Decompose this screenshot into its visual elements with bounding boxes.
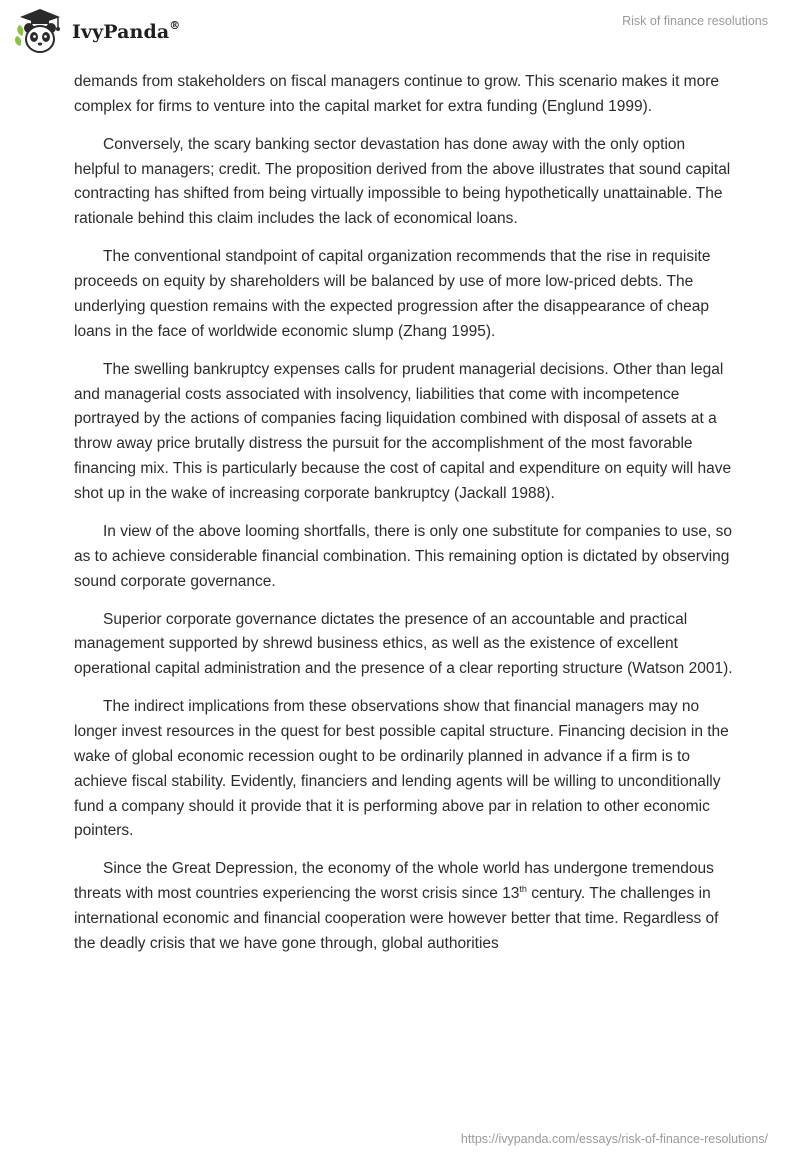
paragraph: Conversely, the scary banking sector devastation has done away with the only option helpful to managers; credit. The proposition derived from the above illustrates that sound capital contracting has shifted from being virtually impossible to being hypothetically unattainable. The rationale behind this claim includes the lack of economical loans.	[74, 135, 731, 228]
paragraph: demands from stakeholders on fiscal managers continue to grow. This scenario makes it more complex for firms to venture into the capital market for extra funding (Englund 1999).	[74, 73, 719, 115]
brand-name: IvyPanda®	[72, 19, 181, 43]
paragraph: Superior corporate governance dictates the presence of an accountable and practical management supported by shrewd business ethics, as well as the existence of excellent operational capital administration and the presence of a clear reporting structure (Watson 2001).	[74, 610, 733, 678]
ivypanda-logo[interactable]	[14, 6, 204, 56]
panda-graduate-icon	[14, 6, 66, 56]
paragraph: Since the Great Depression, the economy of the whole world has undergone tremendous threats with most countries experiencing the worst crisis since 13th century. The challenges in international economic and financial cooperation were however better that time. Regardless of the deadly crisis that we have gone through, global authorities	[74, 860, 719, 952]
page-header	[0, 0, 800, 60]
paragraph: The conventional standpoint of capital organization recommends that the rise in requisite proceeds on equity by shareholders will be balanced by use of more low-priced debts. The underlying question remains with the expected progression after the disappearance of cheap loans in the face of worldwide economic slump (Zhang 1995).	[74, 248, 711, 340]
document-title: Risk of finance resolutions	[622, 14, 768, 28]
paragraph: The indirect implications from these observations show that financial managers may no longer invest resources in the quest for best possible capital structure. Financing decision in the wake of global economic recession ought to be ordinarily planned in advance if a firm is to achieve fiscal stability. Evidently, financiers and lending agents will be willing to unconditionally fund a company should it provide that it is performing above par in relation to other economic pointers.	[74, 698, 729, 840]
paragraph: In view of the above looming shortfalls, there is only one substitute for companies to use, so as to achieve considerable financial combination. This remaining option is dictated by observing sound corporate governance.	[74, 522, 732, 590]
source-url[interactable]: https://ivypanda.com/essays/risk-of-finance-resolutions/	[460, 1132, 768, 1146]
paragraph: The swelling bankruptcy expenses calls for prudent managerial decisions. Other than legal and managerial costs associated with insolvency, liabilities that come with incompetence portrayed by the actions of companies facing liquidation combined with disposal of assets at a throw away price brutally distress the pursuit for the accomplishment of the most favorable financing mix. This is particularly because the cost of capital and expenditure on equity will have shot up in the wake of increasing corporate bankruptcy (Jackall 1988).	[74, 360, 732, 502]
essay-body	[74, 70, 734, 970]
